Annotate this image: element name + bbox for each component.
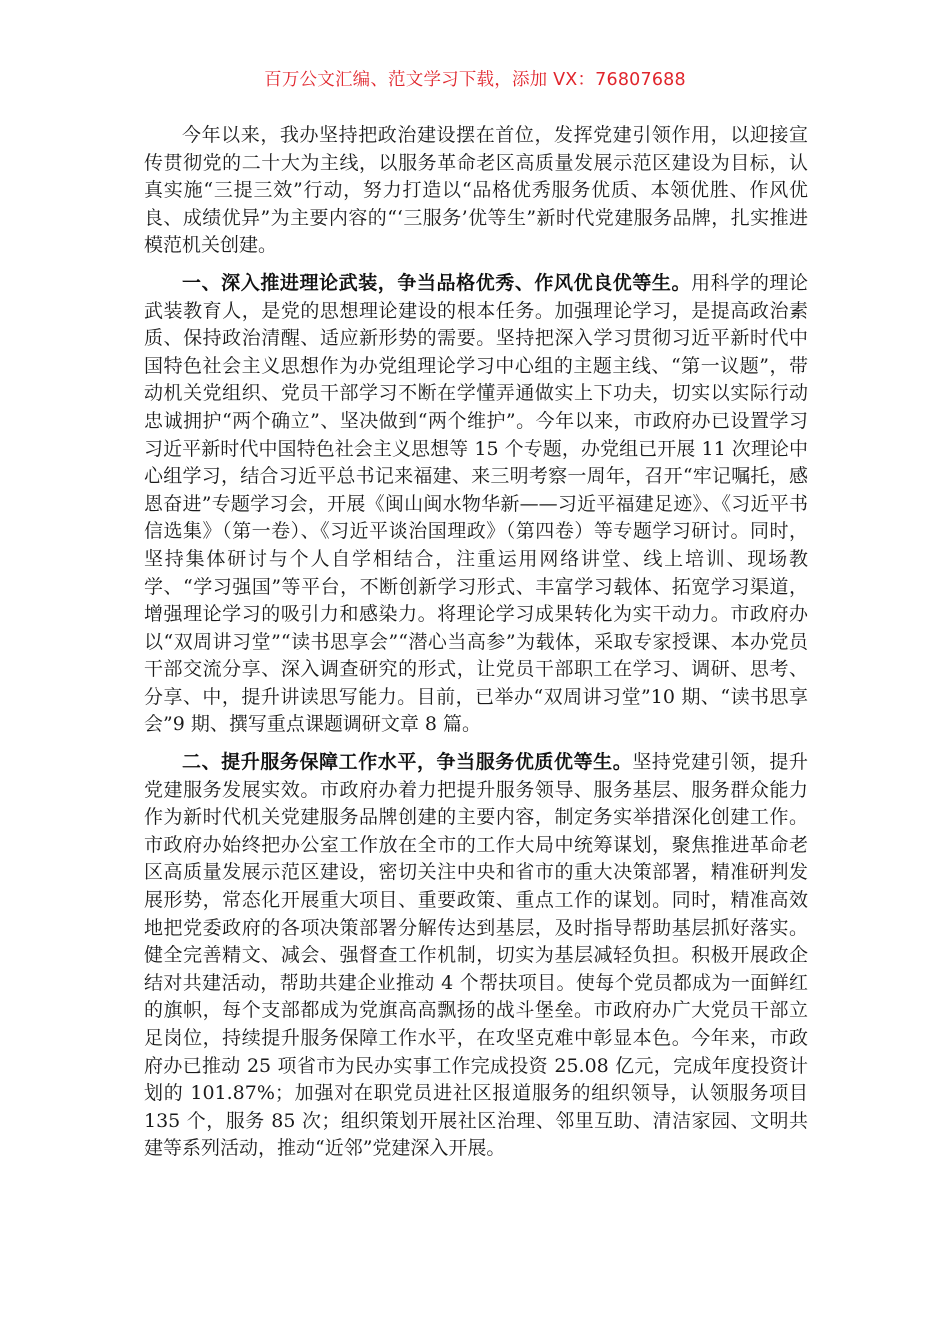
section-heading: 二、提升服务保障工作水平，争当服务优质优等生。	[182, 751, 633, 774]
section-heading: 一、深入推进理论武装，争当品格优秀、作风优良优等生。	[182, 271, 692, 294]
paragraph-section-1	[144, 270, 808, 739]
watermark-header: 百万公文汇编、范文学习下载，添加 VX：76807688	[264, 70, 686, 90]
paragraph-intro	[144, 122, 808, 260]
document-body	[144, 122, 808, 1173]
paragraph-text: 今年以来，我办坚持把政治建设摆在首位，发挥党建引领作用，以迎接宣传贯彻党的二十大为主线，以服务革命老区高质量发展示范区建设为目标，认真实施“三提三效”行动，努力打造以“品格优秀服务优质、本领优胜、作风优良、成绩优异”为主要内容的“‘三服务’优等生”新时代党建服务品牌，扎实推进模范机关创建。	[144, 124, 808, 257]
paragraph-text: 坚持党建引领，提升党建服务发展实效。市政府办着力把提升服务领导、服务基层、服务群众能力作为新时代机关党建服务品牌创建的主要内容，制定务实举措深化创建工作。市政府办始终把办公室工作放在全市的工作大局中统筹谋划，聚焦推进革命老区高质量发展示范区建设，密切关注中央和省市的重大决策部署，精准研判发展形势，常态化开展重大项目、重要政策、重点工作的谋划。同时，精准高效地把党委政府的各项决策部署分解传达到基层，及时指导帮助基层抓好落实。健全完善精文、减会、强督查工作机制，切实为基层减轻负担。积极开展政企结对共建活动，帮助共建企业推动 4 个帮扶项目。使每个党员都成为一面鲜红的旗帜，每个支部都成为党旗高高飘扬的战斗堡垒。市政府办广大党员干部立足岗位，持续提升服务保障工作水平，在攻坚克难中彰显本色。今年来，市政府办已推动 25 项省市为民办实事工作完成投资 25.08 亿元，完成年度投资计划的 101.87%；加强对在职党员进社区报道服务的组织领导，认领服务项目 135 个，服务 85 次；组织策划开展社区治理、邻里互助、清洁家园、文明共建等系列活动，推动“近邻”党建深入开展。	[144, 751, 808, 1160]
paragraph-text: 用科学的理论武装教育人，是党的思想理论建设的根本任务。加强理论学习，是提高政治素质、保持政治清醒、适应新形势的需要。坚持把深入学习贯彻习近平新时代中国特色社会主义思想作为办党组理论学习中心组的主题主线、“第一议题”，带动机关党组织、党员干部学习不断在学懂弄通做实上下功夫，切实以实际行动忠诚拥护“两个确立”、坚决做到“两个维护”。今年以来，市政府办已设置学习习近平新时代中国特色社会主义思想等 15 个专题，办党组已开展 11 次理论中心组学习，结合习近平总书记来福建、来三明考察一周年，召开“牢记嘱托，感恩奋进”专题学习会，开展《闽山闽水物华新——习近平福建足迹》、《习近平书信选集》（第一卷）、《习近平谈治国理政》（第四卷）等专题学习研讨。同时，坚持集体研讨与个人自学相结合，注重运用网络讲堂、线上培训、现场教学、“学习强国”等平台，不断创新学习形式、丰富学习载体、拓宽学习渠道，增强理论学习的吸引力和感染力。将理论学习成果转化为实干动力。市政府办以“双周讲习堂”“读书思享会”“潜心当高参”为载体，采取专家授课、本办党员干部交流分享、深入调查研究的形式，让党员干部职工在学习、调研、思考、分享、中，提升讲读思写能力。目前，已举办“双周讲习堂”10 期、“读书思享会”9 期、撰写重点课题调研文章 8 篇。	[144, 271, 808, 736]
paragraph-section-2	[144, 749, 808, 1163]
